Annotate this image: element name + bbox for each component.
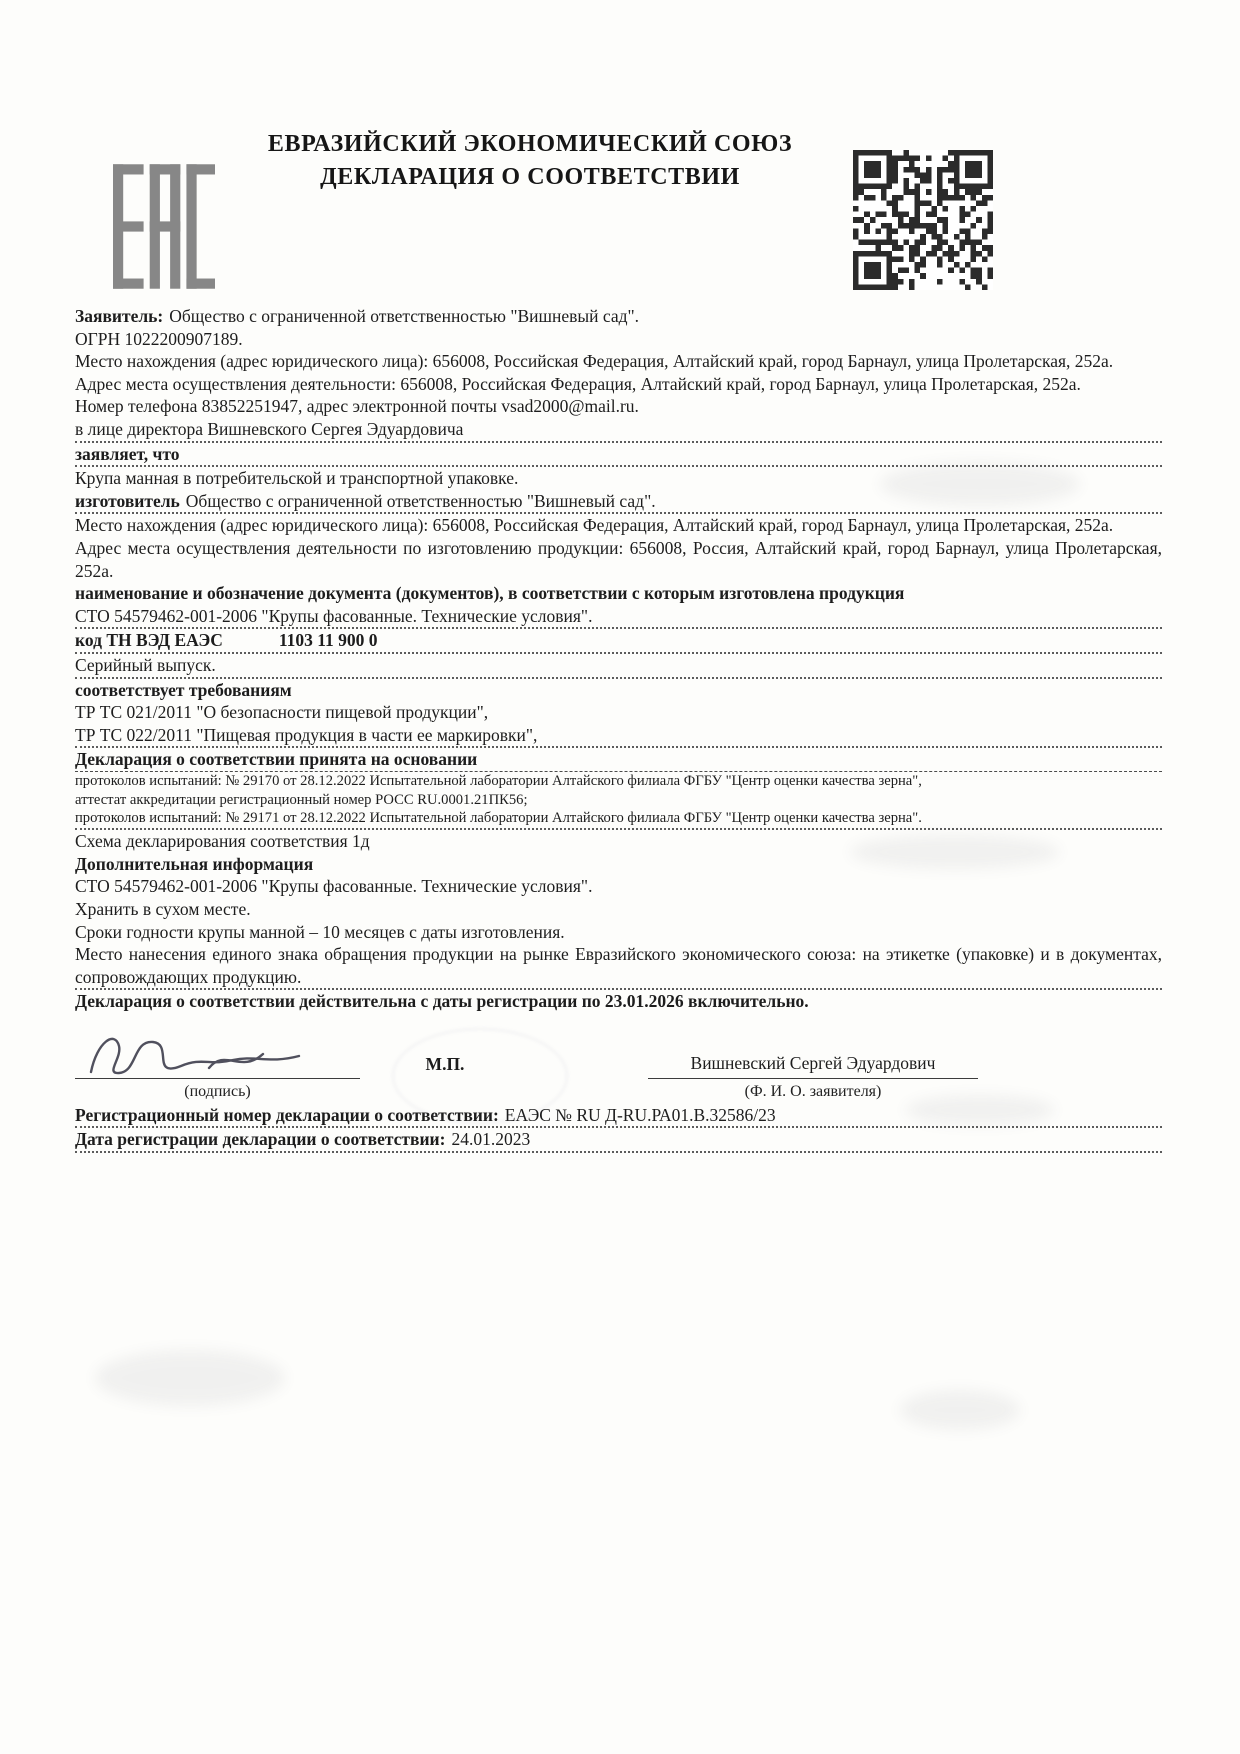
- applicant-name: Общество с ограниченной ответственностью "Вишневый сад".: [169, 306, 640, 326]
- registration-date-label: Дата регистрации декларации о соответствии:: [75, 1129, 446, 1150]
- manufacturer-legal-address: Место нахождения (адрес юридического лица): 656008, Российская Федерация, Алтайский край, город Барнаул, улица Пролетарская, 252а.: [75, 515, 1114, 536]
- registration-number-line: [75, 1104, 1162, 1129]
- declares-heading: заявляет, что: [75, 443, 1162, 468]
- manufacturer-label: изготовитель: [75, 490, 180, 511]
- director-line: в лице директора Вишневского Сергея Эдуардовича: [75, 418, 1162, 443]
- accreditation-line: аттестат аккредитации регистрационный номер РОСС RU.0001.21ПК56;: [75, 791, 528, 808]
- manufacturer-name: Общество с ограниченной ответственностью "Вишневый сад".: [185, 490, 656, 511]
- applicant-label: Заявитель:: [75, 306, 164, 326]
- applicant-activity-address: Адрес места осуществления деятельности: 656008, Российская Федерация, Алтайский край, город Барнаул, улица Пролетарская, 252а.: [75, 373, 1081, 394]
- signer-name: Вишневский Сергей Эдуардович: [648, 1052, 978, 1079]
- tr-021-line: ТР ТС 021/2011 "О безопасности пищевой продукции",: [75, 702, 489, 723]
- applicant-line: [75, 305, 1162, 328]
- basis-section: [75, 772, 1162, 830]
- tnved-label: код ТН ВЭД ЕАЭС: [75, 630, 223, 651]
- signature-icon: [81, 1028, 331, 1086]
- applicant-contacts: Номер телефона 83852251947, адрес электронной почты vsad2000@mail.ru.: [75, 396, 639, 417]
- qr-code-icon: [853, 150, 993, 290]
- signature-line: [75, 1025, 360, 1079]
- scan-noise: [900, 1390, 1020, 1430]
- manufacturer-production-address: Адрес места осуществления деятельности по изготовлению продукции: 656008, Россия, Алтайский край, город Барнаул, улица Пролетарская, 252а.: [75, 537, 1162, 581]
- ogrn-line: ОГРН 1022200907189.: [75, 328, 243, 349]
- product-line: Крупа манная в потребительской и транспортной упаковке.: [75, 468, 519, 489]
- scheme-line: Схема декларирования соответствия 1д: [75, 831, 370, 852]
- basis-heading: Декларация о соответствии принята на основании: [75, 748, 1162, 772]
- signature-row: [75, 1025, 1162, 1079]
- tr-022-line: ТР ТС 022/2011 "Пищевая продукция в части ее маркировки",: [75, 724, 1162, 749]
- sign-caption: (подпись): [184, 1083, 251, 1101]
- scan-noise: [95, 1350, 285, 1406]
- document-body: [75, 305, 1162, 1153]
- tnved-line: [75, 629, 1162, 654]
- storage-line: Хранить в сухом месте.: [75, 899, 251, 920]
- page-title: [150, 128, 910, 194]
- name-caption: (Ф. И. О. заявителя): [744, 1083, 882, 1101]
- registration-number-label: Регистрационный номер декларации о соответствии:: [75, 1104, 499, 1125]
- conforms-heading: соответствует требованиям: [75, 679, 292, 700]
- mark-place-line: Место нанесения единого знака обращения продукции на рынке Евразийского экономического союза: на этикетке (упаковке) и в документах, сопровождающих продукцию.: [75, 943, 1162, 990]
- registration-date-line: [75, 1128, 1162, 1153]
- issue-type-line: Серийный выпуск.: [75, 654, 1162, 679]
- tnved-code: 1103 11 900 0: [278, 630, 378, 651]
- validity-line: Декларация о соответствии действительна с даты регистрации по 23.01.2026 включительно.: [75, 991, 809, 1012]
- document-header: [0, 0, 1240, 305]
- manufacturer-line: [75, 490, 1162, 515]
- protocol-2-line: протоколов испытаний: № 29171 от 28.12.2022 Испытательной лаборатории Алтайского филиала ФГБУ "Центр оценки качества зерна".: [75, 809, 1162, 830]
- docs-heading: наименование и обозначение документа (документов), в соответствии с которым изготовлена продукция: [75, 583, 905, 604]
- additional-heading: Дополнительная информация: [75, 853, 314, 874]
- docs-value: СТО 54579462-001-2006 "Крупы фасованные. Технические условия".: [75, 605, 1162, 630]
- union-name: ЕВРАЗИЙСКИЙ ЭКОНОМИЧЕСКИЙ СОЮЗ: [267, 131, 793, 157]
- applicant-legal-address: Место нахождения (адрес юридического лица): 656008, Российская Федерация, Алтайский край, город Барнаул, улица Пролетарская, 252а.: [75, 351, 1114, 372]
- doc-title: ДЕКЛАРАЦИЯ О СООТВЕТСТВИИ: [320, 164, 740, 190]
- additional-sto-line: СТО 54579462-001-2006 "Крупы фасованные. Технические условия".: [75, 876, 593, 897]
- shelf-life-line: Сроки годности крупы манной – 10 месяцев с даты изготовления.: [75, 921, 565, 942]
- mp-label: М.П.: [425, 1054, 465, 1075]
- registration-date-value: 24.01.2023: [451, 1129, 531, 1150]
- protocol-1-line: протоколов испытаний: № 29170 от 28.12.2022 Испытательной лаборатории Алтайского филиала ФГБУ "Центр оценки качества зерна",: [75, 772, 922, 789]
- caption-spacer: [360, 1081, 530, 1104]
- registration-number-value: ЕАЭС № RU Д-RU.РА01.В.32586/23: [504, 1104, 776, 1125]
